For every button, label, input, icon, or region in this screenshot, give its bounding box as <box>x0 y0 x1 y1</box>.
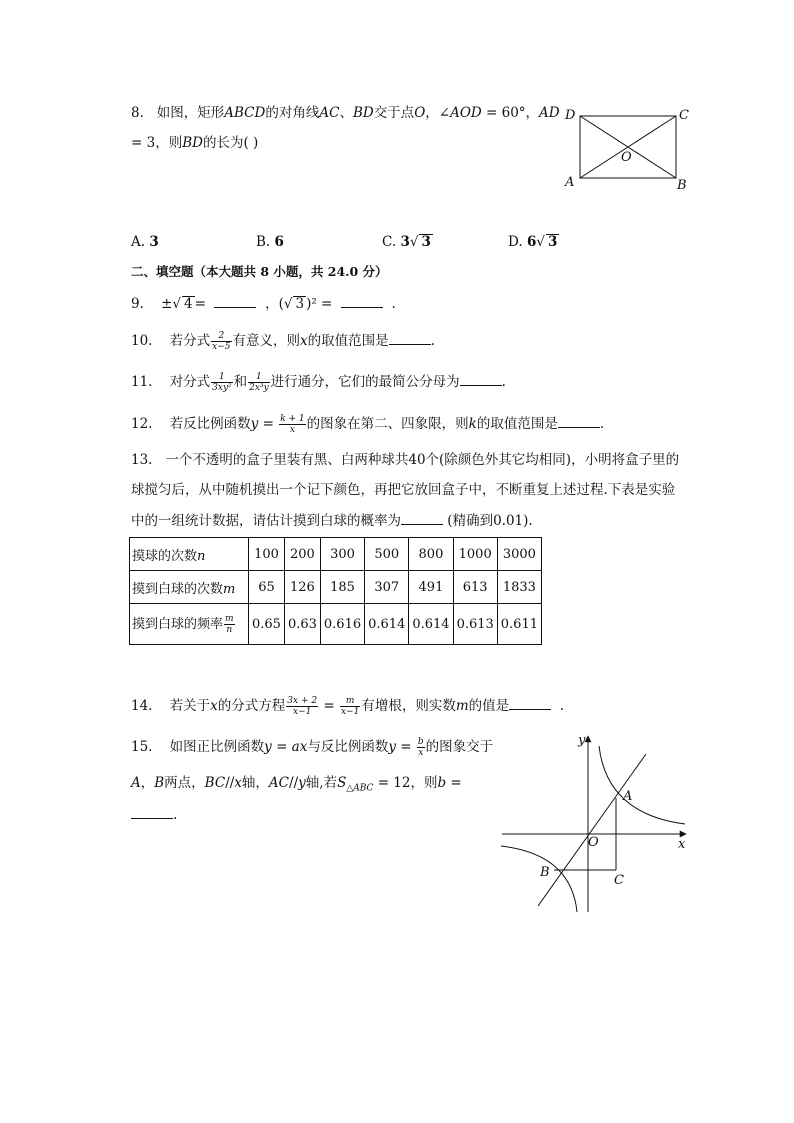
table-row <box>130 604 542 645</box>
q14-blank[interactable] <box>509 697 551 710</box>
m-cell: 65 <box>249 571 285 604</box>
n-cell: 200 <box>284 538 320 571</box>
freq-cell: 0.63 <box>284 604 320 645</box>
q15-line1: 15. 如图正比例函数y = ax与反比例函数y = $\frac{b}{x}$ 的图象交于 <box>131 737 494 758</box>
q8-rectangle-figure <box>560 104 695 196</box>
n-cell: 1000 <box>453 538 497 571</box>
label-o: O <box>588 835 599 850</box>
q8-option-b: B. 6 <box>256 234 284 250</box>
q11: 11. 对分式 $\frac{1}{\text{3xy²}}$ 和 $\frac{1}{\text{2x³y}}$ 进行通分，它们的最简公分母为 . <box>131 372 506 393</box>
q13-line2: 球搅匀后，从中随机摸出一个记下颜色，再把它放回盒子中，不断重复上述过程.下表是实验 <box>131 482 676 498</box>
q13-blank[interactable] <box>401 512 443 525</box>
q15-blank[interactable] <box>131 806 173 819</box>
label-d: D <box>565 108 576 123</box>
hyperbola-branch-upper <box>599 746 685 824</box>
q10-blank[interactable] <box>389 332 431 345</box>
q9-blank-2[interactable] <box>341 295 383 308</box>
q13-stats-table <box>129 537 542 645</box>
m-cell: 613 <box>453 571 497 604</box>
label-c: C <box>679 108 689 123</box>
proportional-line <box>538 754 646 906</box>
q13-line1: 13. 一个不透明的盒子里装有黑、白两种球共40个(除颜色外其它均相同)，小明将盒子里的 <box>131 452 680 468</box>
q9: 9. ±√ 4 = ，(√ 3 )² = . <box>131 296 396 312</box>
m-cell: 185 <box>320 571 364 604</box>
n-cell: 300 <box>320 538 364 571</box>
freq-cell: 0.65 <box>249 604 285 645</box>
label-b: B <box>540 865 550 880</box>
label-a: A <box>623 789 633 804</box>
table-row <box>130 571 542 604</box>
q11-blank[interactable] <box>460 373 502 386</box>
label-o: O <box>621 150 632 165</box>
n-cell: 500 <box>365 538 409 571</box>
q15-line3: . <box>131 806 177 824</box>
hyperbola-branch-lower <box>501 846 577 912</box>
label-y: y <box>578 733 586 748</box>
freq-cell: 0.614 <box>409 604 453 645</box>
freq-cell: 0.611 <box>497 604 541 645</box>
q12-blank[interactable] <box>558 415 600 428</box>
table-row <box>130 538 542 571</box>
q8-line2: = 3，则BD的长为( ) <box>131 135 259 151</box>
row-label-draws: 摸球的次数n <box>130 538 249 571</box>
m-cell: 1833 <box>497 571 541 604</box>
m-cell: 307 <box>365 571 409 604</box>
row-label-white-frequency: 摸到白球的频率 $\frac{m}{n}$ <box>130 604 249 645</box>
n-cell: 3000 <box>497 538 541 571</box>
q13-line3: 中的一组统计数据，请估计摸到白球的概率为 (精确到0.01). <box>131 513 533 529</box>
label-b: B <box>677 178 687 193</box>
q8-option-a: A. 3 <box>131 234 159 250</box>
q12: 12. 若反比例函数y = $\frac{k + 1}{x}$ 的图象在第二、四象限，则k的取值范围是 . <box>131 414 605 435</box>
label-c: C <box>614 873 624 888</box>
freq-cell: 0.614 <box>365 604 409 645</box>
q8-line1: 8. 如图，矩形ABCD的对角线AC、BD交于点O，∠AOD = 60°，AD <box>131 105 560 121</box>
row-label-white-count: 摸到白球的次数m <box>130 571 249 604</box>
label-a: A <box>565 175 575 190</box>
m-cell: 491 <box>409 571 453 604</box>
section-heading: 二、填空题（本大题共 8 小题，共 24.0 分） <box>131 264 388 279</box>
q8-number: 8. <box>131 105 144 121</box>
m-cell: 126 <box>284 571 320 604</box>
q9-blank-1[interactable] <box>214 295 256 308</box>
n-cell: 800 <box>409 538 453 571</box>
freq-cell: 0.613 <box>453 604 497 645</box>
q8-option-d: D. 6√ 3 <box>508 234 558 250</box>
q8-option-c: C. 3√ 3 <box>382 234 431 250</box>
q10: 10. 若分式 $\frac{2}{x-5}$ 有意义，则x的取值范围是 . <box>131 331 435 352</box>
q14: 14. 若关于x的分式方程 $\frac{3x + 2}{x-1}$ = $\frac{m}{x-1}$ 有增根，则实数m的值是 . <box>131 696 565 717</box>
q15-graph-figure <box>496 730 696 916</box>
freq-cell: 0.616 <box>320 604 364 645</box>
label-x: x <box>678 837 686 852</box>
n-cell: 100 <box>249 538 285 571</box>
q15-line2: A，B两点，BC//x轴，AC//y轴,若$S_{\triangle ABC} = 12$，则b = <box>131 775 462 794</box>
